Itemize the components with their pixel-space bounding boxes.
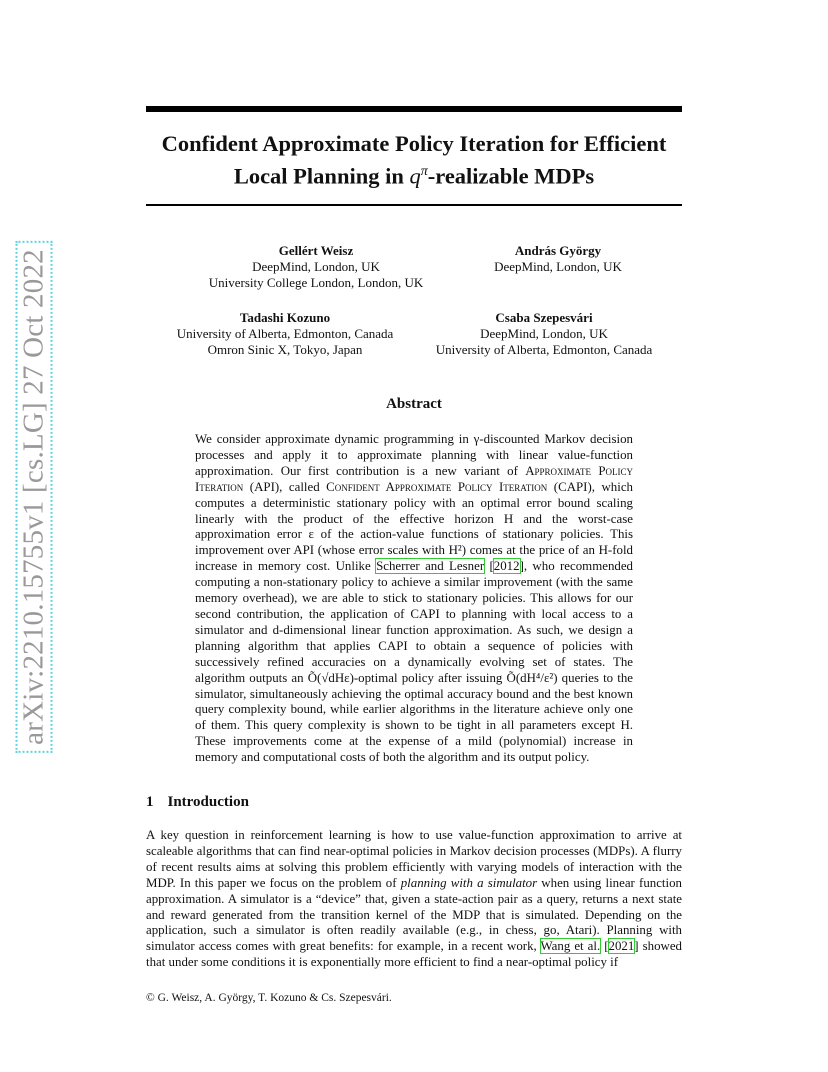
title-line-2-start: Local Planning in: [233, 163, 410, 189]
author-name: Csaba Szepesvári: [495, 310, 593, 325]
abstract-text: (API), called: [243, 479, 327, 494]
author-affiliation: DeepMind, London, UK: [494, 259, 622, 274]
section-title: Introduction: [167, 794, 249, 810]
citation-link[interactable]: Wang et al.: [540, 939, 601, 954]
title-line-1: Confident Approximate Policy Iteration for Efficient: [161, 131, 667, 156]
abstract-heading: Abstract: [386, 396, 442, 412]
author-affiliation: University of Alberta, Edmonton, Canada: [176, 326, 394, 341]
abstract-text: , who recommended computing a non-stationary policy to achieve a similar improvement (with the same memory overhead), we are able to stick to stationary policies. This allows for our second contribution, the application of CAPI to planning with local access to a simulator and d-dimensional linear function approximation. As such, we design a planning algorithm that applies CAPI to obtain a sequence of policies with successively refined accuracies on a dynamically evolving set of states. The algorithm outputs an Õ(√dHε)-optimal policy after issuing Õ(dH⁴/ε²) queries to the simulator, simultaneously achieving the optimal accuracy bound and the best known query complexity bound, while earlier algorithms in the literature achieve only one of them. This query complexity is shown to be tight in all parameters except H. These improvements come at the expense of a mild (polynomial) increase in memory and computational costs of both the algorithm and its output policy.: [195, 559, 634, 765]
author-affiliation: DeepMind, London, UK: [252, 259, 380, 274]
author-name: Gellért Weisz: [278, 243, 354, 258]
author-block-3: [166, 310, 404, 358]
copyright-footer: © G. Weisz, A. György, T. Kozuno & Cs. Szepesvári.: [146, 992, 392, 1004]
arxiv-sidebar-stamp: [16, 249, 52, 745]
title-math-pi: π: [420, 164, 428, 179]
author-affiliation: University of Alberta, Edmonton, Canada: [435, 342, 653, 357]
abstract-text: (CAPI), which computes a deterministic stationary policy with an optimal error bound scaling linearly with the product of the effective horizon H and the worst-case approximation error ε of the action-value functions of stationary policies. This improvement over API (whose error scales with H²) comes at the price of an H-fold increase in memory cost. Unlike: [195, 479, 633, 574]
author-name: András György: [514, 243, 602, 258]
intro-text: showed that under some conditions it is exponentially more efficient to find a near-optimal policy if: [146, 939, 683, 970]
title-math-q: q: [409, 163, 421, 189]
author-affiliation: DeepMind, London, UK: [480, 326, 608, 341]
intro-emphasis: planning with a simulator: [400, 875, 538, 890]
citation-year-link[interactable]: 2012: [493, 559, 520, 574]
abstract-text: We consider approximate dynamic programming in γ-discounted Markov decision processes and apply it to approximate planning with linear value-function approximation. Our first contribution is a new variant of: [195, 432, 633, 478]
author-block-4: [425, 310, 663, 358]
author-block-1: [196, 243, 436, 291]
title-line-2-end: -realizable MDPs: [427, 163, 595, 189]
intro-text: when using linear function approximation. A simulator is a “device” that, given a state-action pair as a query, returns a next state and reward generated from the transition kernel of the MDP that is simulated. Depending on the application, such a simulator is often readily available (e.g., in chess, go, Atari). Planning with simulator access comes with great benefits: for example, in a recent work,: [146, 875, 682, 954]
author-affiliation: University College London, London, UK: [208, 275, 424, 290]
abstract-capi-name: Confident Approximate Policy Iteration: [326, 479, 548, 494]
abstract-api-name: Approximate Policy Iteration: [195, 463, 633, 494]
arxiv-identifier: arXiv:2210.15755v1 [cs.LG] 27 Oct 2022: [16, 241, 53, 753]
citation-year-link[interactable]: 2021: [608, 939, 635, 954]
section-heading-introduction: [146, 794, 249, 811]
paper-title: [146, 130, 682, 191]
introduction-paragraph: A key question in reinforcement learning is how to use value-function approximation to arrive at scaleable algorithms that can find near-optimal policies in Markov decision processes (MDPs). A flurry of recent results aims at solving this problem efficiently with varying models of interaction with the MDP. In this paper we focus on the problem of planning with a simulator when using linear function approximation. A simulator is a “device” that, given a state-action pair as a query, returns a next state and reward generated from the transition kernel of the MDP that is simulated. Depending on the application, such a simulator is often readily available (e.g., in chess, go, Atari). Planning with simulator access comes with great benefits: for example, in a recent work, Wang et al. [2021] showed that under some conditions it is exponentially more efficient to find a near-optimal policy if: [146, 828, 683, 970]
citation-link[interactable]: Scherrer and Lesner: [376, 559, 485, 574]
intro-text: A key question in reinforcement learning is how to use value-function approximation to arrive at scaleable algorithms that can find near-optimal policies in Markov decision processes (MDPs). A flurry of recent results aims at solving this problem efficiently with varying models of interaction with the MDP. In this paper we focus on the problem of: [146, 828, 682, 890]
author-block-2: [468, 243, 648, 275]
abstract-body: We consider approximate dynamic programming in γ-discounted Markov decision processes and apply it to approximate planning with linear value-function approximation. Our first contribution is a new variant of Approximate Policy Iteration (API), called Confident Approximate Policy Iteration (CAPI), which computes a deterministic stationary policy with an optimal error bound scaling linearly with the product of the effective horizon H and the worst-case approximation error ε of the action-value functions of stationary policies. This improvement over API (whose error scales with H²) comes at the price of an H-fold increase in memory cost. Unlike Scherrer and Lesner [2012], who recommended computing a non-stationary policy to achieve a similar improvement (with the same memory overhead), we are able to stick to stationary policies. This allows for our second contribution, the application of CAPI to planning with local access to a simulator and d-dimensional linear function approximation. As such, we design a planning algorithm that applies CAPI to obtain a sequence of policies with successively refined accuracies on a dynamically evolving set of states. The algorithm outputs an Õ(√dHε)-optimal policy after issuing Õ(dH⁴/ε²) queries to the simulator, simultaneously achieving the optimal accuracy bound and the best known query complexity bound, while earlier algorithms in the literature achieve only one of them. This query complexity is shown to be tight in all parameters except H. These improvements come at the expense of a mild (polynomial) increase in memory and computational costs of both the algorithm and its output policy.: [195, 432, 634, 765]
section-number: 1: [146, 794, 154, 810]
author-name: Tadashi Kozuno: [239, 310, 331, 325]
author-affiliation: Omron Sinic X, Tokyo, Japan: [207, 342, 363, 357]
title-top-rule: [146, 106, 682, 112]
title-bottom-rule: [146, 204, 682, 206]
